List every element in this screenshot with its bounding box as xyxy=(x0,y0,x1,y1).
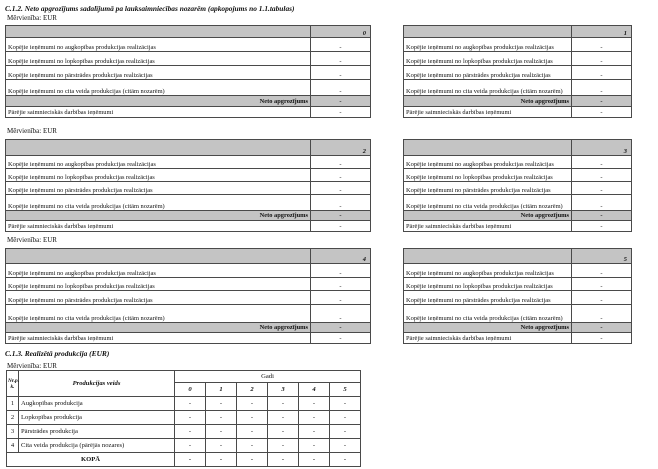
table-row xyxy=(7,425,361,439)
veids-header: Produkcijas veids xyxy=(19,371,175,397)
value-cell: - xyxy=(299,411,330,425)
value-cell: - xyxy=(175,397,206,411)
row-cita-label: Kopējie ieņēmumi no cita veida produkcijas (citām nozarēm) xyxy=(404,80,572,96)
row-augkopibas-label: Kopējie ieņēmumi no augkopības produkcijas realizācijas xyxy=(404,156,572,169)
value-cell: - xyxy=(330,425,361,439)
value-cell: - xyxy=(237,425,268,439)
c12-table-year0 xyxy=(5,25,371,118)
c12-title: C.1.2. Neto apgrozījums sadalījumā pa lauksaimniecības nozarēm (apkopojums no 1.1.tabulas) xyxy=(5,4,295,13)
gadi-header: Gadi xyxy=(175,371,361,383)
header-blank xyxy=(404,249,572,264)
value-cell: - xyxy=(311,211,371,221)
value-cell: - xyxy=(311,52,371,66)
value-cell: - xyxy=(175,439,206,453)
row-number: 1 xyxy=(7,397,19,411)
value-cell: - xyxy=(206,425,237,439)
value-cell: - xyxy=(237,397,268,411)
value-cell: - xyxy=(572,169,632,182)
c12-block1-unit: Mērvienība: EUR xyxy=(7,127,57,135)
row-augkopibas-label: Kopējie ieņēmumi no augkopības produkcijas realizācijas xyxy=(404,38,572,52)
value-cell: - xyxy=(311,221,371,232)
value-cell: - xyxy=(330,397,361,411)
row-number: 3 xyxy=(7,425,19,439)
row-cita-label: Kopējie ieņēmumi no cita veida produkcijas (citām nozarēm) xyxy=(6,195,311,211)
c13-table xyxy=(6,370,361,467)
row-parstrades-label: Kopējie ieņēmumi no pārstrādes produkcijas realizācijas xyxy=(6,182,311,195)
row-label: Pārstrādes produkcija xyxy=(19,425,175,439)
nr-header: Nr.p. k. xyxy=(7,371,19,397)
value-cell: - xyxy=(572,333,632,344)
row-augkopibas-label: Kopējie ieņēmumi no augkopības produkcijas realizācijas xyxy=(6,156,311,169)
row-parstrades-label: Kopējie ieņēmumi no pārstrādes produkcijas realizācijas xyxy=(6,66,311,80)
table-row xyxy=(7,411,361,425)
row-lopkopibas-label: Kopējie ieņēmumi no lopkopības produkcijas realizācijas xyxy=(404,169,572,182)
row-neto-label: Neto apgrozījums xyxy=(6,211,311,221)
value-cell: - xyxy=(237,411,268,425)
value-cell: - xyxy=(175,453,206,467)
c12-table-year5 xyxy=(403,248,632,344)
value-cell: - xyxy=(311,278,371,291)
value-cell: - xyxy=(268,411,299,425)
value-cell: - xyxy=(572,221,632,232)
year-header: 4 xyxy=(311,249,371,264)
c12-table-year4 xyxy=(5,248,371,344)
row-lopkopibas-label: Kopējie ieņēmumi no lopkopības produkcijas realizācijas xyxy=(6,169,311,182)
row-parstrades-label: Kopējie ieņēmumi no pārstrādes produkcijas realizācijas xyxy=(404,291,572,305)
row-label: Cita veida produkcija (pārējās nozares) xyxy=(19,439,175,453)
c12-table-year1 xyxy=(403,25,632,118)
value-cell: - xyxy=(572,107,632,118)
value-cell: - xyxy=(330,453,361,467)
value-cell: - xyxy=(572,305,632,323)
row-neto-label: Neto apgrozījums xyxy=(404,323,572,333)
year-header: 3 xyxy=(268,383,299,397)
value-cell: - xyxy=(311,169,371,182)
value-cell: - xyxy=(175,425,206,439)
year-header: 5 xyxy=(330,383,361,397)
year-header: 0 xyxy=(311,26,371,38)
value-cell: - xyxy=(572,96,632,107)
table-row xyxy=(7,397,361,411)
value-cell: - xyxy=(572,211,632,221)
value-cell: - xyxy=(311,38,371,52)
year-header: 4 xyxy=(299,383,330,397)
row-neto-label: Neto apgrozījums xyxy=(404,96,572,107)
header-blank xyxy=(6,26,311,38)
value-cell: - xyxy=(311,305,371,323)
value-cell: - xyxy=(311,80,371,96)
row-lopkopibas-label: Kopējie ieņēmumi no lopkopības produkcijas realizācijas xyxy=(6,52,311,66)
c13-title: C.1.3. Realizētā produkcija (EUR) xyxy=(5,349,110,358)
row-parstrades-label: Kopējie ieņēmumi no pārstrādes produkcijas realizācijas xyxy=(404,182,572,195)
row-label: Augkopības produkcija xyxy=(19,397,175,411)
row-label: Lopkopības produkcija xyxy=(19,411,175,425)
c13-unit: Mērvienība: EUR xyxy=(7,362,57,370)
table-row xyxy=(7,439,361,453)
total-label: KOPĀ xyxy=(7,453,175,467)
value-cell: - xyxy=(572,278,632,291)
value-cell: - xyxy=(572,156,632,169)
value-cell: - xyxy=(572,80,632,96)
value-cell: - xyxy=(206,411,237,425)
value-cell: - xyxy=(206,439,237,453)
row-cita-label: Kopējie ieņēmumi no cita veida produkcijas (citām nozarēm) xyxy=(404,305,572,323)
row-parstrades-label: Kopējie ieņēmumi no pārstrādes produkcijas realizācijas xyxy=(404,66,572,80)
c12-table-year2 xyxy=(5,139,371,232)
value-cell: - xyxy=(330,439,361,453)
row-number: 4 xyxy=(7,439,19,453)
value-cell: - xyxy=(311,182,371,195)
value-cell: - xyxy=(311,107,371,118)
row-augkopibas-label: Kopējie ieņēmumi no augkopības produkcijas realizācijas xyxy=(6,38,311,52)
value-cell: - xyxy=(572,38,632,52)
value-cell: - xyxy=(237,453,268,467)
value-cell: - xyxy=(311,264,371,278)
value-cell: - xyxy=(572,66,632,80)
year-header: 2 xyxy=(237,383,268,397)
row-neto-label: Neto apgrozījums xyxy=(404,211,572,221)
row-neto-label: Neto apgrozījums xyxy=(6,96,311,107)
header-blank xyxy=(6,249,311,264)
header-blank xyxy=(6,140,311,156)
value-cell: - xyxy=(299,453,330,467)
value-cell: - xyxy=(572,264,632,278)
value-cell: - xyxy=(268,439,299,453)
value-cell: - xyxy=(299,397,330,411)
value-cell: - xyxy=(268,453,299,467)
row-parstrades-label: Kopējie ieņēmumi no pārstrādes produkcijas realizācijas xyxy=(6,291,311,305)
value-cell: - xyxy=(311,195,371,211)
row-parejie-label: Pārējie saimnieciskās darbības ieņēmumi xyxy=(6,333,311,344)
value-cell: - xyxy=(237,439,268,453)
header-blank xyxy=(404,26,572,38)
value-cell: - xyxy=(572,291,632,305)
row-parejie-label: Pārējie saimnieciskās darbības ieņēmumi xyxy=(404,333,572,344)
header-blank xyxy=(404,140,572,156)
value-cell: - xyxy=(268,397,299,411)
c12-block2-unit: Mērvienība: EUR xyxy=(7,236,57,244)
year-header: 1 xyxy=(572,26,632,38)
c12-block0-unit: Mērvienība: EUR xyxy=(7,14,57,22)
row-cita-label: Kopējie ieņēmumi no cita veida produkcijas (citām nozarēm) xyxy=(404,195,572,211)
row-augkopibas-label: Kopējie ieņēmumi no augkopības produkcijas realizācijas xyxy=(404,264,572,278)
year-header: 1 xyxy=(206,383,237,397)
row-parejie-label: Pārējie saimnieciskās darbības ieņēmumi xyxy=(6,107,311,118)
value-cell: - xyxy=(572,52,632,66)
year-header: 0 xyxy=(175,383,206,397)
value-cell: - xyxy=(311,291,371,305)
value-cell: - xyxy=(311,333,371,344)
value-cell: - xyxy=(206,453,237,467)
row-lopkopibas-label: Kopējie ieņēmumi no lopkopības produkcijas realizācijas xyxy=(404,52,572,66)
row-parejie-label: Pārējie saimnieciskās darbības ieņēmumi xyxy=(404,107,572,118)
value-cell: - xyxy=(311,156,371,169)
value-cell: - xyxy=(572,323,632,333)
value-cell: - xyxy=(311,323,371,333)
row-augkopibas-label: Kopējie ieņēmumi no augkopības produkcijas realizācijas xyxy=(6,264,311,278)
row-lopkopibas-label: Kopējie ieņēmumi no lopkopības produkcijas realizācijas xyxy=(6,278,311,291)
year-header: 5 xyxy=(572,249,632,264)
year-header: 3 xyxy=(572,140,632,156)
value-cell: - xyxy=(572,195,632,211)
value-cell: - xyxy=(311,66,371,80)
year-header: 2 xyxy=(311,140,371,156)
row-neto-label: Neto apgrozījums xyxy=(6,323,311,333)
value-cell: - xyxy=(311,96,371,107)
row-cita-label: Kopējie ieņēmumi no cita veida produkcijas (citām nozarēm) xyxy=(6,80,311,96)
value-cell: - xyxy=(206,397,237,411)
row-parejie-label: Pārējie saimnieciskās darbības ieņēmumi xyxy=(6,221,311,232)
value-cell: - xyxy=(572,182,632,195)
total-row xyxy=(7,453,361,467)
row-number: 2 xyxy=(7,411,19,425)
value-cell: - xyxy=(299,439,330,453)
c12-table-year3 xyxy=(403,139,632,232)
row-lopkopibas-label: Kopējie ieņēmumi no lopkopības produkcijas realizācijas xyxy=(404,278,572,291)
row-parejie-label: Pārējie saimnieciskās darbības ieņēmumi xyxy=(404,221,572,232)
value-cell: - xyxy=(330,411,361,425)
row-cita-label: Kopējie ieņēmumi no cita veida produkcijas (citām nozarēm) xyxy=(6,305,311,323)
value-cell: - xyxy=(268,425,299,439)
value-cell: - xyxy=(299,425,330,439)
value-cell: - xyxy=(175,411,206,425)
